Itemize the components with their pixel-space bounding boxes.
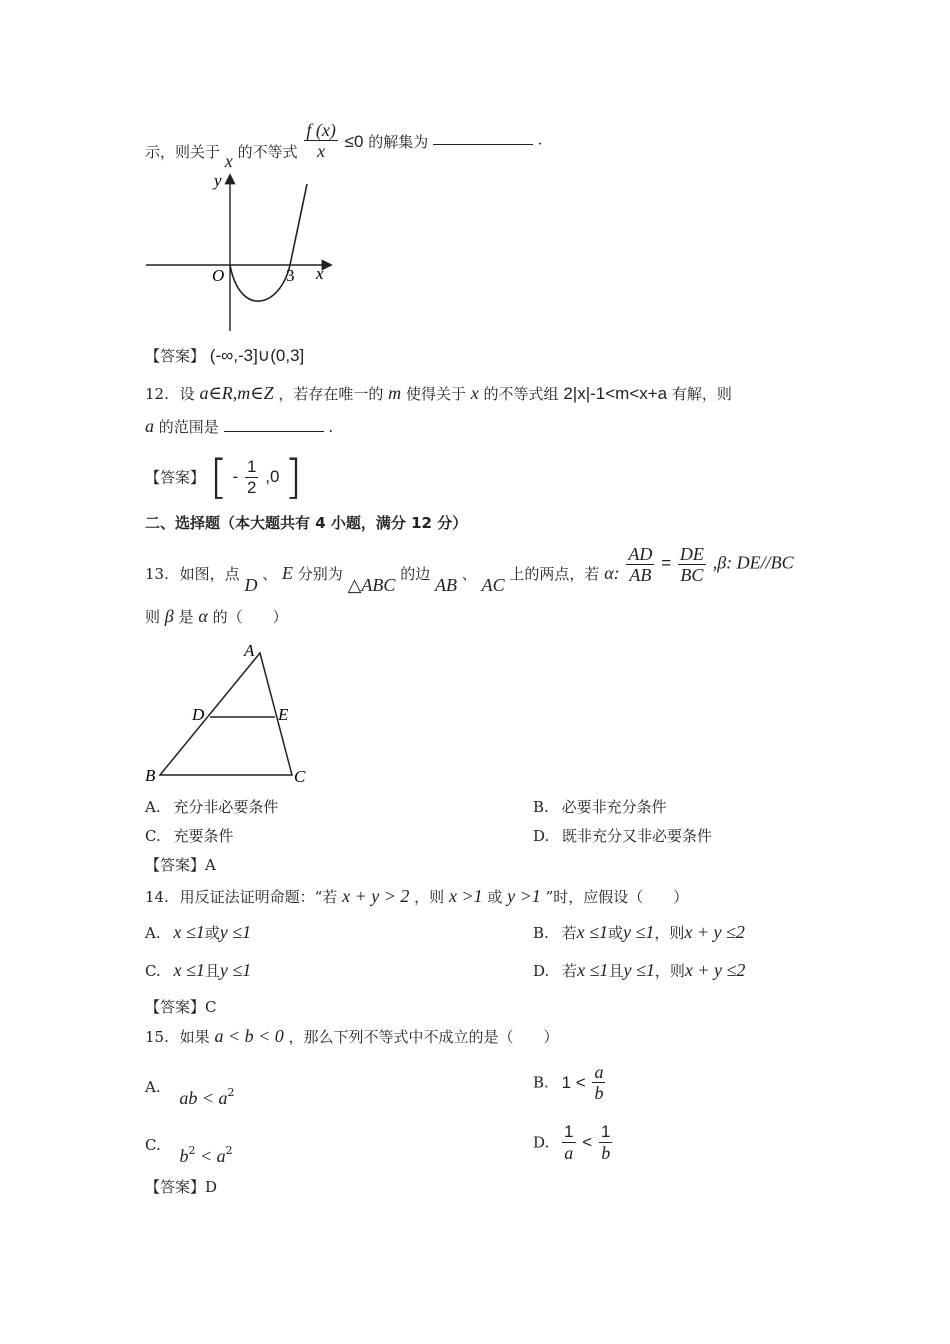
q13-AC: AC (481, 574, 505, 595)
q13-frac2-den: BC (680, 565, 704, 585)
q11-answer-blank[interactable] (433, 130, 533, 145)
q13-option-d-text: 既非充分又非必要条件 (562, 827, 713, 845)
q13-answer-row (145, 854, 216, 875)
q13-option-d-label: D. (533, 827, 550, 845)
q12-answer-neg: - (232, 467, 239, 486)
q15-a-label: A. (145, 1078, 161, 1096)
q11-text-ineq: 的不等式 (237, 142, 298, 161)
q13-beta-part: ,β: DE//BC (712, 552, 794, 573)
q12-t6: 的范围是 (158, 418, 219, 436)
q12-t1: 设 (179, 385, 195, 403)
graph-origin-label: O (212, 266, 225, 285)
q13-line1 (145, 544, 794, 595)
q14-option-c[interactable] (145, 960, 251, 981)
q15-answer: D (205, 1178, 218, 1196)
q11-frac-den: x (317, 141, 326, 161)
q13-option-b-label: B. (533, 798, 549, 816)
q12-answer-label: 【答案】 (145, 468, 206, 487)
q15-t2: ，那么下列不等式中不成立的是（ ） (288, 1028, 559, 1046)
q15-d-frac2 (599, 1122, 612, 1163)
q15-number: 15. (145, 1028, 169, 1046)
section-heading: 二、选择题（本大题共有 4 小题，满分 12 分） (145, 514, 468, 532)
q12-answer-fraction (245, 457, 258, 498)
graph-y-label: y (214, 171, 222, 190)
q15-b-den: b (594, 1083, 604, 1103)
q15-d-n1: 1 (564, 1122, 574, 1141)
q15-d-d1: a (564, 1143, 574, 1163)
q14-c-p2: y ≤1 (219, 960, 252, 980)
label-A: A (244, 641, 255, 660)
q14-c-w: 且 (204, 962, 220, 980)
q13-option-a-label: A. (145, 798, 161, 816)
q12-x: x (470, 383, 479, 403)
q14-d-label: D. (533, 962, 550, 980)
q15-d-lt: < (582, 1132, 593, 1152)
q13-alpha: α: (604, 562, 620, 583)
q12-number: 12. (145, 385, 169, 403)
q14-a-p1: x ≤1 (173, 922, 205, 942)
q13-l2-t3: 的（ ） (212, 608, 288, 626)
q15-d-label: D. (533, 1133, 550, 1152)
q15-answer-row (145, 1176, 217, 1197)
q14-c-label: C. (145, 962, 161, 980)
q13-eq: = (661, 553, 672, 573)
q13-D: D (244, 574, 258, 595)
q13-option-c[interactable] (145, 825, 234, 846)
q12-end: . (328, 418, 334, 436)
q12-line1 (145, 383, 732, 404)
q12-t5: 有解，则 (671, 385, 732, 403)
q13-option-a[interactable] (145, 796, 278, 817)
graph-root-label: 3 (286, 266, 295, 285)
q15-option-a[interactable] (145, 1076, 235, 1108)
q14-d-then: ，则 (654, 962, 685, 980)
q15-d-n2: 1 (601, 1122, 611, 1141)
q12-ineq: 2|x|-1<m<x+a (563, 384, 668, 403)
q13-l2-t2: 是 (178, 608, 194, 626)
q14-option-b[interactable] (533, 922, 745, 943)
q15-b-lhs: 1 < (561, 1072, 586, 1092)
q15-option-b[interactable] (533, 1062, 607, 1103)
q14-option-a[interactable] (145, 922, 251, 943)
q13-l2-t1: 则 (145, 608, 161, 626)
q15-t1: 如果 (179, 1028, 210, 1046)
q14-or: 或 (487, 888, 503, 906)
q15-b-label: B. (533, 1073, 549, 1092)
q12-a: a (145, 416, 154, 436)
q11-line (145, 120, 543, 171)
q12-answer-row (145, 450, 302, 504)
graph-x-label: x (316, 264, 324, 283)
q14-a-label: A. (145, 924, 161, 942)
q15-a-expr: ab < a (179, 1088, 228, 1108)
q13-frac1-den: AB (629, 565, 652, 585)
q12-m: m (388, 383, 402, 403)
q15-b-frac (592, 1062, 605, 1103)
q14-c2: y >1 (507, 886, 541, 906)
q15-d-frac1 (562, 1122, 575, 1163)
q13-t4: 上的两点，若 (509, 564, 600, 583)
q14-c1: x >1 (448, 886, 483, 906)
q11-var-x: x (224, 150, 233, 171)
triangle-abc (160, 653, 292, 775)
q15-c-sup1: 2 (188, 1144, 196, 1157)
q13-E: E (282, 562, 294, 583)
q14-b-p1: x ≤1 (576, 922, 608, 942)
q13-option-c-text: 充要条件 (173, 827, 234, 845)
q11-suffix: 的解集为 (368, 132, 429, 151)
q11-fraction (304, 120, 337, 161)
q15-c-label: C. (145, 1136, 161, 1154)
q14-answer-row (145, 996, 217, 1017)
q12-left-bracket: [ (209, 450, 228, 504)
q14-b-label: B. (533, 924, 549, 942)
q13-t3: 的边 (400, 564, 431, 583)
q12-answer-num: 1 (246, 456, 257, 476)
q11-answer: (-∞,-3]∪(0,3] (209, 346, 305, 365)
q13-sep1: 、 (262, 564, 278, 583)
q14-option-d[interactable] (533, 960, 745, 981)
q14-t3: ”时，应假设（ ） (545, 888, 689, 906)
q15-cond: a < b < 0 (214, 1026, 284, 1046)
q14-b-w: 或 (607, 924, 623, 942)
q11-end: . (537, 130, 543, 149)
q11-parabola-graph (140, 168, 340, 338)
q13-line2 (145, 606, 288, 627)
q15-b-num: a (594, 1062, 604, 1082)
q13-triangle-figure (140, 638, 320, 788)
q13-t1: 如图，点 (179, 564, 240, 583)
q12-t4: 的不等式组 (483, 385, 559, 403)
q14-d-p3: x + y ≤2 (684, 960, 746, 980)
q14-a-w: 或 (204, 924, 220, 942)
q12-right-bracket: ] (284, 450, 303, 504)
q13-answer: A (205, 856, 216, 874)
q13-beta: β (164, 606, 174, 626)
q14-c-p1: x ≤1 (173, 960, 205, 980)
q14-d-w: 且 (608, 962, 624, 980)
q11-answer-row (145, 345, 304, 366)
q15-d-d2: b (601, 1143, 611, 1163)
q12-t3: 使得关于 (405, 385, 466, 403)
q15-c-b: b (179, 1146, 189, 1166)
q13-option-b-text: 必要非充分条件 (561, 798, 667, 816)
q13-number: 13. (145, 564, 169, 583)
q14-number: 14. (145, 888, 169, 906)
q11-answer-label: 【答案】 (145, 347, 206, 365)
q14-d-pre: 若 (562, 962, 578, 980)
q12-answer-den: 2 (246, 477, 257, 497)
q15-option-d[interactable] (533, 1122, 614, 1163)
q14-d-p1: x ≤1 (577, 960, 609, 980)
q13-tri: △ABC (347, 574, 396, 595)
q14-cond: x + y > 2 (342, 886, 410, 906)
q12-answer-blank[interactable] (224, 417, 324, 432)
q15-option-c[interactable] (145, 1134, 233, 1166)
q12-t2: ，若存在唯一的 (278, 385, 384, 403)
q12-cond: a∈R,m∈Z (199, 383, 274, 403)
q13-answer-label: 【答案】 (145, 856, 206, 874)
q14-t2: ，则 (414, 888, 445, 906)
q15-c-mid: < a (195, 1146, 226, 1166)
q14-d-p2: y ≤1 (623, 960, 655, 980)
label-C: C (294, 767, 306, 786)
q14-line (145, 886, 688, 907)
q13-option-d[interactable] (533, 825, 712, 846)
parabola-curve (230, 184, 307, 301)
q13-t2: 分别为 (297, 564, 343, 583)
q11-frac-num: f (x) (306, 120, 336, 140)
q13-frac2 (678, 544, 706, 585)
q13-option-a-text: 充分非必要条件 (173, 798, 279, 816)
q13-frac2-num: DE (679, 544, 704, 564)
q13-frac1 (626, 544, 654, 585)
q13-sep2: 、 (461, 564, 477, 583)
label-E: E (278, 705, 289, 724)
q14-b-then: ，则 (654, 924, 685, 942)
q12-answer-tail: ,0 (265, 467, 280, 486)
q14-b-p2: y ≤1 (622, 922, 655, 942)
q15-a-sup: 2 (227, 1086, 235, 1099)
q11-prefix: 示，则关于 (145, 142, 221, 161)
q13-frac1-num: AD (628, 544, 653, 564)
q13-AB: AB (435, 574, 458, 595)
label-B: B (145, 766, 156, 785)
q14-b-p3: x + y ≤2 (684, 922, 745, 942)
q12-line2 (145, 416, 333, 437)
q14-t1: 用反证法证明命题：“若 (179, 888, 338, 906)
q14-answer-label: 【答案】 (145, 998, 206, 1016)
q14-a-p2: y ≤1 (219, 922, 252, 942)
q14-b-pre: 若 (561, 924, 577, 942)
q11-rel: ≤0 (344, 131, 364, 151)
q13-option-c-label: C. (145, 827, 161, 845)
q13-option-b[interactable] (533, 796, 667, 817)
q15-answer-label: 【答案】 (145, 1178, 206, 1196)
q15-line (145, 1026, 559, 1047)
q15-c-sup2: 2 (225, 1144, 233, 1157)
label-D: D (192, 705, 205, 724)
q13-alpha2: α (198, 606, 208, 626)
q14-answer: C (205, 998, 217, 1016)
